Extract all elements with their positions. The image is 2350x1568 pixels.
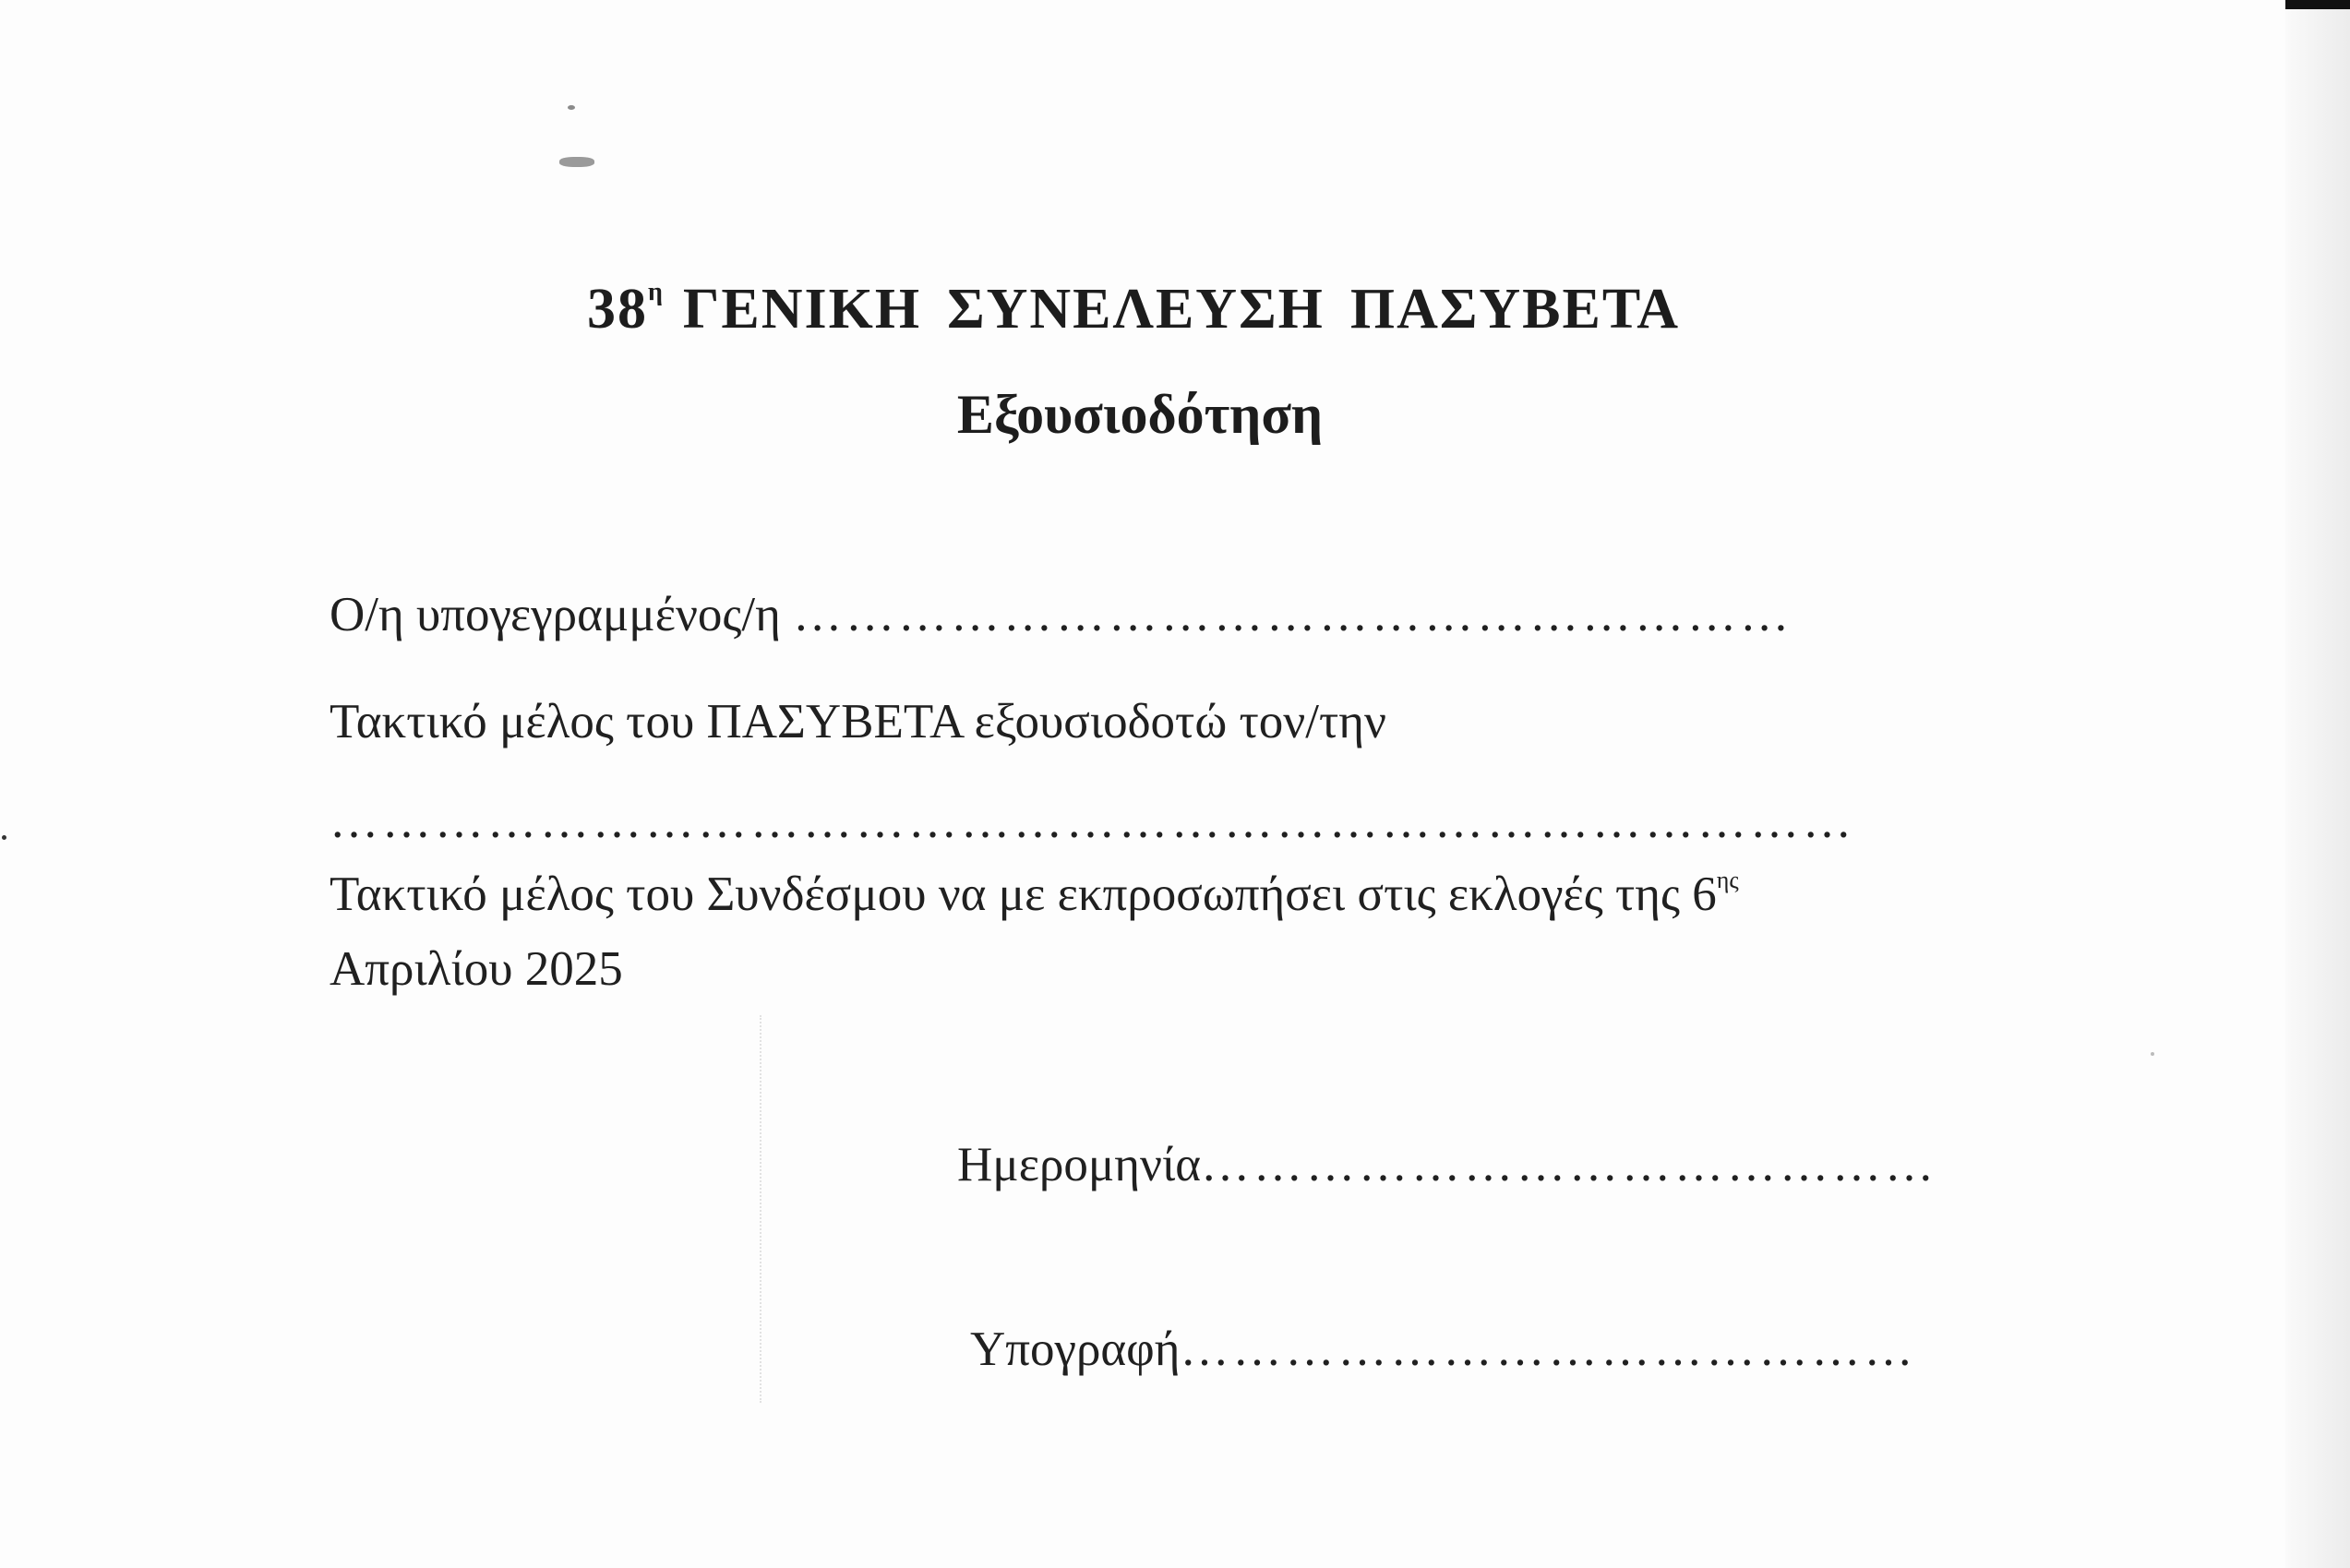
represent-date-text: Απριλίου 2025: [330, 942, 623, 996]
signature-field[interactable]: ……………………………………: [1180, 1323, 1917, 1376]
scan-speck: [2151, 1052, 2154, 1056]
date-line: [957, 1137, 1937, 1192]
represent-text: Τακτικό μέλος του Συνδέσμου να με εκπροσωπήσει στις εκλογές της 6: [330, 868, 1717, 921]
scan-speck: [559, 157, 594, 167]
document-title: [0, 277, 2280, 342]
delegate-name-field[interactable]: ……………………………………………………………………………: [330, 795, 1855, 848]
scan-corner-mark: [2285, 0, 2350, 9]
title-number: 38: [587, 278, 649, 341]
date-label: Ημερομηνία: [957, 1138, 1202, 1191]
scan-speck: [568, 105, 575, 110]
date-field[interactable]: ……………………………………: [1201, 1138, 1938, 1191]
scan-speck: [2, 835, 6, 840]
signature-line: [970, 1322, 1916, 1377]
scan-edge: [2285, 0, 2350, 1568]
title-superscript: η: [648, 278, 665, 306]
undersigned-label: Ο/η υπογεγραμμένος/η: [330, 588, 781, 641]
title-word: ΓΕΝΙΚΗ: [682, 278, 922, 341]
signature-label: Υπογραφή: [970, 1323, 1181, 1376]
fold-line: [760, 1015, 762, 1403]
undersigned-name-field[interactable]: …………………………………………………: [793, 588, 1793, 641]
represent-line: [330, 867, 1739, 922]
member-authorize-text: Τακτικό μέλος του ΠΑΣΥΒΕΤΑ εξουσιοδοτώ τον/την: [330, 695, 1386, 748]
undersigned-line: [330, 587, 1792, 642]
document-subtitle: Εξουσιοδότηση: [956, 384, 1324, 445]
title-word: ΠΑΣΥΒΕΤΑ: [1349, 278, 1680, 341]
title-word: ΣΥΝΕΛΕΥΣΗ: [947, 278, 1325, 341]
represent-superscript: ης: [1716, 867, 1739, 893]
